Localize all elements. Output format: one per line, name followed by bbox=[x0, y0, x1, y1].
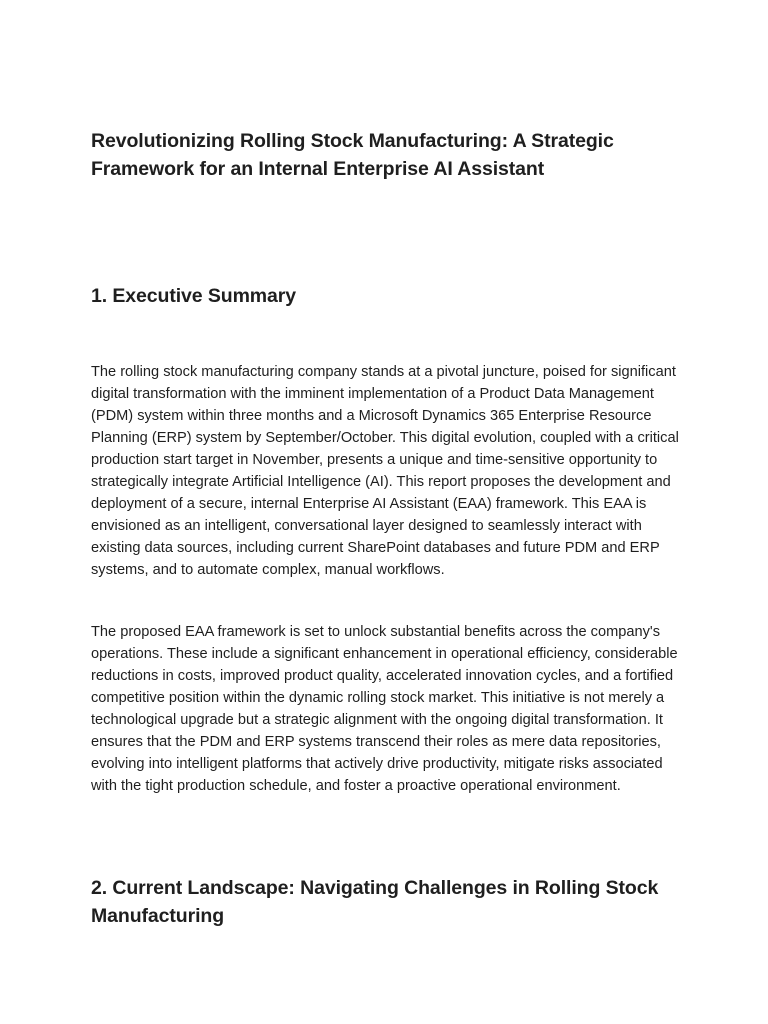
executive-summary-paragraph-1: The rolling stock manufacturing company stands at a pivotal juncture, poised for significant digital transformation with the imminent implementation of a Product Data Management (PDM) system within three months and a Microsoft Dynamics 365 Enterprise Resource Planning (ERP) system by September/October. This digital evolution, coupled with a critical production start target in November, presents a unique and time-sensitive opportunity to strategically integrate Artificial Intelligence (AI). This report proposes the development and deployment of a secure, internal Enterprise AI Assistant (EAA) framework. This EAA is envisioned as an intelligent, conversational layer designed to seamlessly interact with existing data sources, including current SharePoint databases and future PDM and ERP systems, and to automate complex, manual workflows. bbox=[91, 364, 679, 578]
executive-summary-paragraph-2: The proposed EAA framework is set to unlock substantial benefits across the company's operations. These include a significant enhancement in operational efficiency, considerable reductions in costs, improved product quality, accelerated innovation cycles, and a fortified competitive position within the dynamic rolling stock market. This initiative is not merely a technological upgrade but a strategic alignment with the ongoing digital transformation. It ensures that the PDM and ERP systems transcend their roles as mere data repositories, evolving into intelligent platforms that actively drive productivity, mitigate risks associated with the tight production schedule, and foster a proactive operational environment. bbox=[91, 624, 678, 794]
section-heading-executive-summary: 1. Executive Summary bbox=[91, 285, 297, 307]
section-heading-current-landscape: 2. Current Landscape: Navigating Challenges in Rolling Stock Manufacturing bbox=[91, 877, 659, 927]
document-title: Revolutionizing Rolling Stock Manufacturing: A Strategic Framework for an Internal Enterprise AI Assistant bbox=[91, 130, 614, 180]
